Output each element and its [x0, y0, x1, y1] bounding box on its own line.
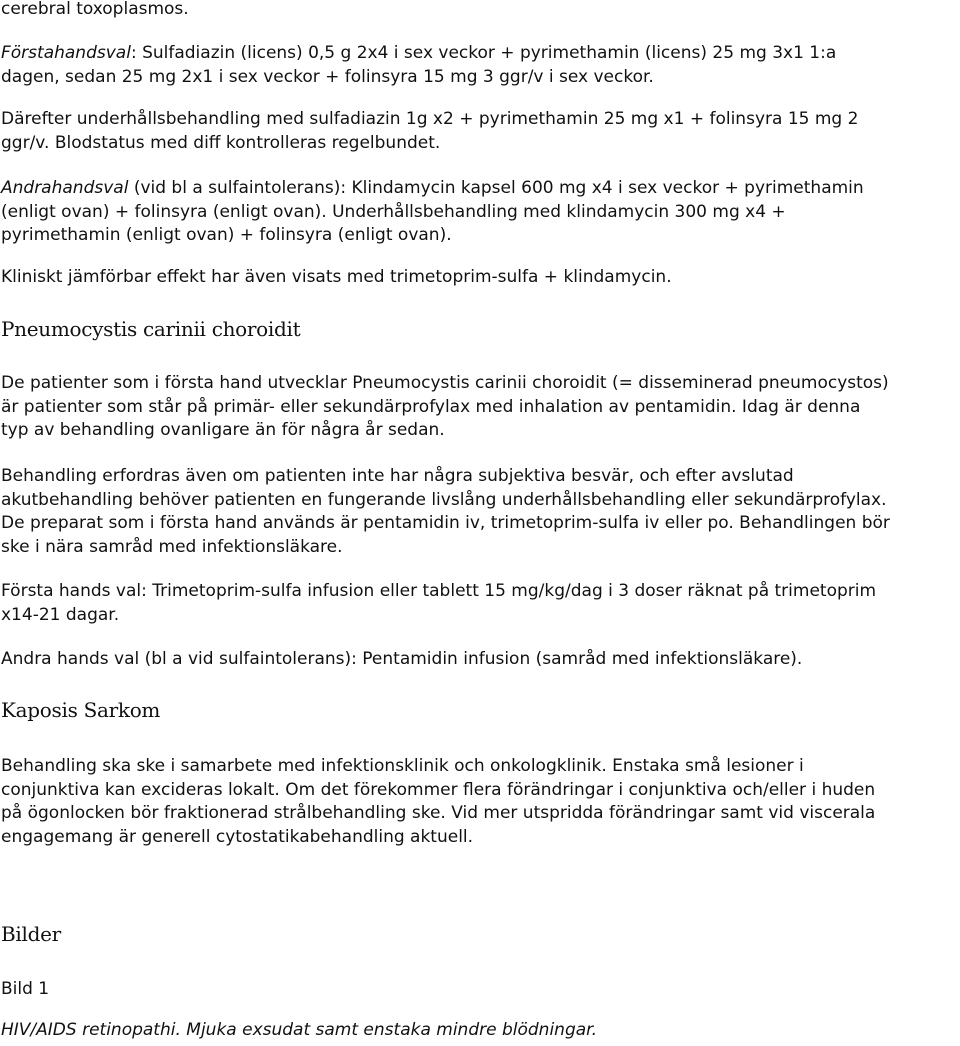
kaposi-heading: Kaposis Sarkom	[1, 698, 161, 722]
text-line: Behandling ska ske i samarbete med infektionsklinik och onkologklinik. Enstaka små lesioner i	[1, 756, 804, 776]
text-line: på ögonlocken bör fraktionerad strålbehandling ske. Vid mer utspridda förändringar samt vid viscerala	[1, 803, 876, 823]
clinical-note	[1, 266, 953, 290]
images-heading: Bilder	[1, 922, 61, 946]
text-line: ske i nära samråd med infektionsläkare.	[1, 536, 343, 557]
text-line: conjunktiva kan excideras lokalt. Om det förekommer flera förändringar i conjunktiva och/eller i huden	[1, 779, 876, 800]
text-line: Andra hands val (bl a vid sulfaintolerans): Pentamidin infusion (samråd med infektionsläkare).	[1, 649, 803, 669]
intro-line	[1, 0, 953, 22]
pneumocystis-heading: Pneumocystis carinii choroidit	[1, 317, 301, 341]
text-line: Första hands val: Trimetoprim-sulfa infusion eller tablett 15 mg/kg/dag i 3 doser räknat på trimetoprim	[1, 581, 877, 601]
text-line: : Sulfadiazin (licens) 0,5 g 2x4 i sex veckor + pyrimethamin (licens) 25 mg 3x1 1:a	[130, 43, 837, 63]
first-choice-label: Förstahandsval	[1, 43, 131, 63]
text-line: ggr/v. Blodstatus med diff kontrolleras regelbundet.	[1, 132, 441, 153]
text-line: pyrimethamin (enligt ovan) + folinsyra (enligt ovan).	[1, 225, 452, 245]
pneumocystis-paragraph-2	[1, 465, 953, 559]
text-line: Behandling erfordras även om patienten inte har några subjektiva besvär, och efter avslutad	[1, 466, 794, 486]
kaposi-paragraph	[1, 755, 953, 849]
text-line: De preparat som i första hand används är pentamidin iv, trimetoprim-sulfa iv eller po. Behandlingen bör	[1, 513, 890, 533]
text-line: De patienter som i första hand utvecklar Pneumocystis carinii choroidit (= disseminerad pneumocystos)	[1, 373, 889, 393]
text-line: typ av behandling ovanligare än för några år sedan.	[1, 420, 445, 440]
first-choice-paragraph	[1, 42, 953, 89]
pneumocystis-paragraph-3	[1, 580, 953, 627]
text-line: är patienter som står på primär- eller sekundärprofylax med inhalation av pentamidin. Idag är denna	[1, 396, 861, 417]
second-choice-paragraph	[1, 177, 953, 248]
text-line: engagemang är generell cytostatikabehandling aktuell.	[1, 826, 474, 847]
text-line: Bild 1	[1, 979, 50, 999]
text-line: Kliniskt jämförbar effekt har även visats med trimetoprim-sulfa + klindamycin.	[1, 267, 672, 287]
text-line: cerebral toxoplasmos.	[1, 0, 189, 19]
text-line: akutbehandling behöver patienten en fungerande livslång underhållsbehandling eller sekundärprofylax.	[1, 489, 887, 510]
text-line: (enligt ovan) + folinsyra (enligt ovan). Underhållsbehandling med klindamycin 300 mg x4 +	[1, 201, 786, 222]
second-choice-label: Andrahandsval	[1, 178, 129, 198]
pneumocystis-paragraph-4	[1, 648, 953, 672]
text-line: dagen, sedan 25 mg 2x1 i sex veckor + folinsyra 15 mg 3 ggr/v i sex veckor.	[1, 66, 654, 87]
text-line: (vid bl a sulfaintolerans): Klindamycin kapsel 600 mg x4 i sex veckor + pyrimethamin	[128, 178, 864, 198]
image-caption	[1, 1019, 953, 1043]
text-line: Därefter underhållsbehandling med sulfadiazin 1g x2 + pyrimethamin 25 mg x1 + folinsyra 15 mg 2	[1, 109, 859, 129]
maintenance-paragraph	[1, 108, 953, 155]
image-label	[1, 978, 953, 1002]
pneumocystis-paragraph-1	[1, 372, 953, 443]
text-line: x14-21 dagar.	[1, 604, 120, 625]
caption-text: HIV/AIDS retinopathi. Mjuka exsudat samt enstaka mindre blödningar.	[1, 1020, 597, 1040]
